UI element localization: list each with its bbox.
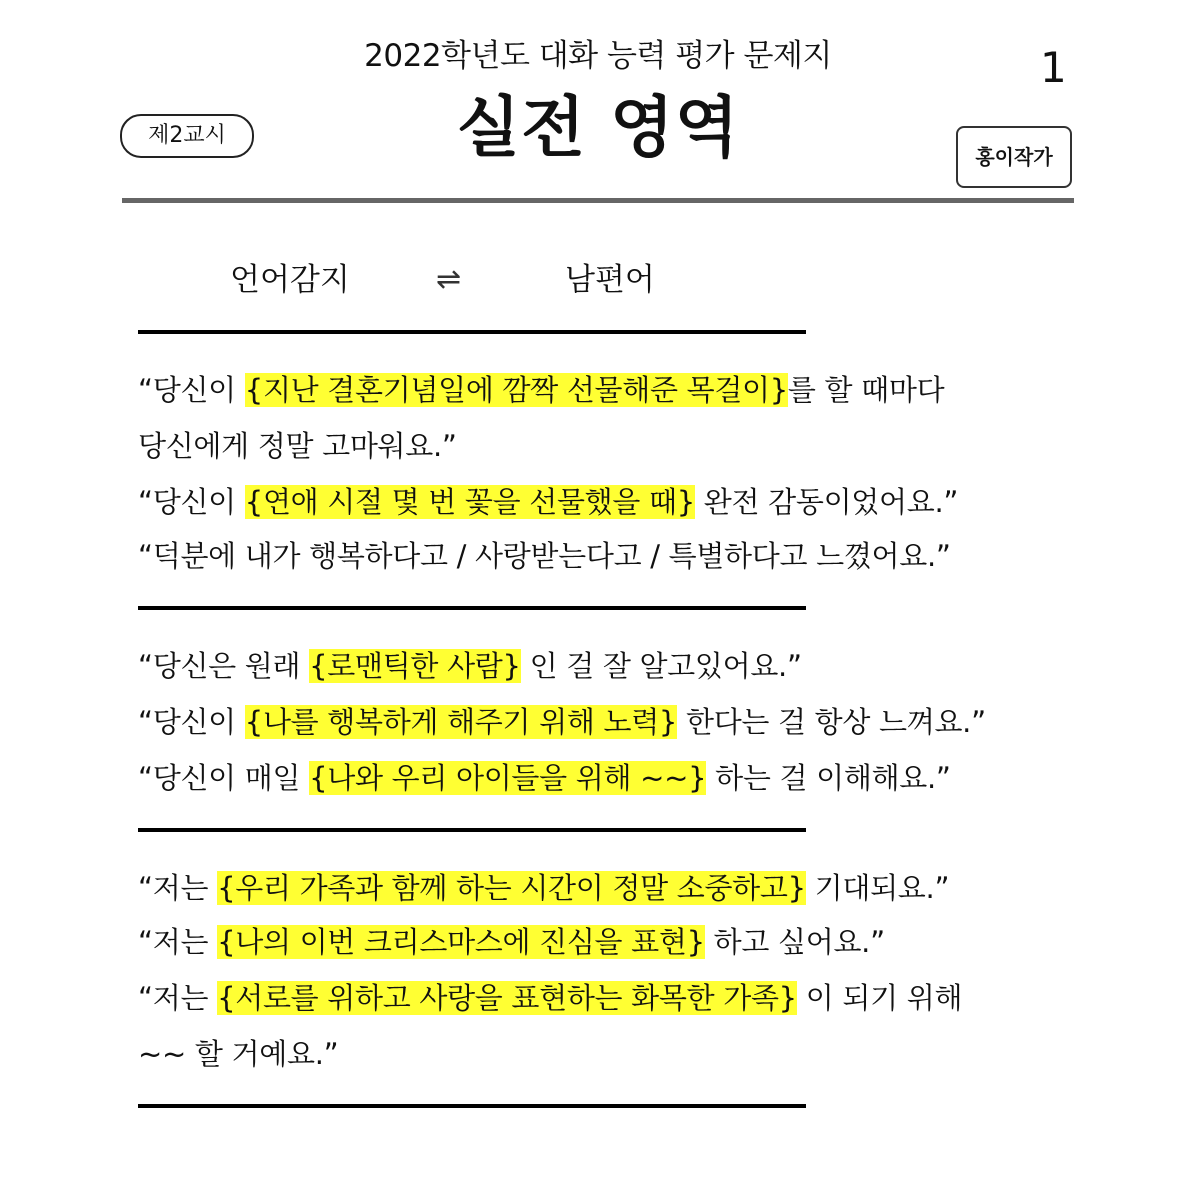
header-divider bbox=[122, 198, 1074, 203]
highlighted-phrase: {나와 우리 아이들을 위해 ~~} bbox=[309, 761, 707, 795]
period-badge: 제2교시 bbox=[120, 114, 254, 158]
sentence-line bbox=[138, 922, 885, 962]
sentence-text: “당신이 bbox=[138, 705, 245, 739]
sentence-line bbox=[138, 702, 986, 742]
sentence-text: ~~ 할 거예요.” bbox=[138, 1037, 339, 1071]
sentence-line bbox=[138, 370, 944, 410]
sentence-text: “당신이 매일 bbox=[138, 761, 310, 795]
sentence-text: 당신에게 정말 고마워요.” bbox=[138, 429, 457, 463]
highlighted-phrase: {우리 가족과 함께 하는 시간이 정말 소중하고} bbox=[217, 871, 806, 905]
sentence-text: “저는 bbox=[138, 871, 218, 905]
section-divider bbox=[138, 828, 806, 832]
sentence-line bbox=[138, 1034, 338, 1074]
exam-subtitle: 2022학년도 대화 능력 평가 문제지 bbox=[364, 38, 832, 74]
highlighted-phrase: {로맨틱한 사람} bbox=[309, 649, 521, 683]
sentence-text: 한다는 걸 항상 느껴요.” bbox=[677, 705, 986, 739]
page-title: 실전 영역 bbox=[456, 89, 740, 166]
sentence-text: 기대되요.” bbox=[805, 871, 950, 905]
section-divider bbox=[138, 330, 806, 334]
sentence-text: “덕분에 내가 행복하다고 / 사랑받는다고 / 특별하다고 느꼈어요.” bbox=[138, 539, 951, 573]
highlighted-phrase: {지난 결혼기념일에 깜짝 선물해준 목걸이} bbox=[244, 373, 788, 407]
highlighted-phrase: {나를 행복하게 해주기 위해 노력} bbox=[244, 705, 678, 739]
sentence-line bbox=[138, 646, 802, 686]
sentence-line bbox=[138, 426, 457, 466]
sentence-line bbox=[138, 758, 951, 798]
section-divider bbox=[138, 1104, 806, 1108]
sentence-text: 를 할 때마다 bbox=[787, 373, 945, 407]
author-badge: 홍이작가 bbox=[956, 126, 1072, 188]
sentence-text: “당신이 bbox=[138, 373, 245, 407]
sentence-text: 인 걸 잘 알고있어요.” bbox=[520, 649, 802, 683]
highlighted-phrase: {나의 이번 크리스마스에 진심을 표현} bbox=[217, 925, 705, 959]
sentence-text: “당신이 bbox=[138, 485, 245, 519]
sentence-text: “저는 bbox=[138, 981, 218, 1015]
exchange-arrows-icon: ⇌ bbox=[436, 262, 462, 297]
highlighted-phrase: {연애 시절 몇 번 꽃을 선물했을 때} bbox=[244, 485, 695, 519]
sentence-line bbox=[138, 868, 949, 908]
sentence-line bbox=[138, 536, 951, 576]
sentence-text: 하고 싶어요.” bbox=[704, 925, 885, 959]
sentence-text: 완전 감동이었어요.” bbox=[694, 485, 959, 519]
highlighted-phrase: {서로를 위하고 사랑을 표현하는 화목한 가족} bbox=[217, 981, 797, 1015]
sentence-line bbox=[138, 482, 958, 522]
topic-source-label: 언어감지 bbox=[230, 262, 350, 298]
sentence-text: 이 되기 위해 bbox=[796, 981, 963, 1015]
sentence-text: “당신은 원래 bbox=[138, 649, 310, 683]
sentence-line bbox=[138, 978, 962, 1018]
sentence-text: 하는 걸 이해해요.” bbox=[706, 761, 951, 795]
section-divider bbox=[138, 606, 806, 610]
topic-target-label: 남편어 bbox=[565, 262, 655, 298]
sentence-text: “저는 bbox=[138, 925, 218, 959]
page-number: 1 bbox=[1040, 43, 1067, 92]
